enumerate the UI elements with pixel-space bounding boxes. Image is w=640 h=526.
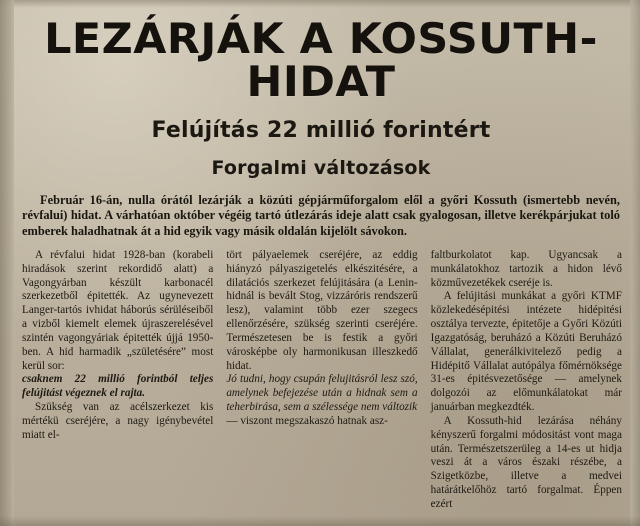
paragraph: tört pályaelemek cseréjére, az eddig hiányzó pályaszigetelés elkészitésére, a dilatációs szerkezet felújitására (a Lenin-hidnál is bevált Stog, vizzáróris rendszerű lesz), valamint több ezer szegecs ellenőrzésére, szükség szerinti cseréjére. Természetesen be is festik a győri városképbe oly harmonikusan illeszkedő hidat. <box>226 248 418 372</box>
paragraph: Szükség van az acélszerkezet kis mértékü cseréjére, a nagy igénybevétel miatt el- <box>22 401 214 441</box>
paragraph: A felújitási munkákat a győri KTMF közlekedésépitési intézete hidépitési osztálya tervezte, épitetője a Győri Közúti Igazgatóság, beruházó a Közúti Beruházó Vállalat, generálkivitelező pedig a Hidépitő Vállalat autópálya főmérnöksége 31-es épitésvezetősége — amelynek dolgozói az előmunkálatokat már januárban megkezdték. <box>430 290 622 414</box>
article-subhead-secondary: Forgalmi változások <box>211 156 431 179</box>
paragraph: A révfalui hidat 1928-ban (korabeli hiradások szerint rekordidő alatt) a Vagongyárban készült karbonacél szerkezetből épitették. Az ugynevezett Langer-tartós ivhidat háborús sérüléseiből a vizből kiemelt elemek újraszerelésével szintén vagongyáriak épitették újjá 1950-ben. A hid harmadik „születésére” most kerül sor: <box>22 248 214 372</box>
article-column-1 <box>22 249 213 512</box>
page-top-edge <box>0 0 640 8</box>
page-bottom-edge <box>0 516 640 526</box>
article-headline: LEZÁRJÁK A KOSSUTH-HIDAT <box>44 14 598 106</box>
paragraph-emphasis: csaknem 22 millió forintból teljes felújitást végeznek el rajta. <box>22 373 214 400</box>
article-subhead: Felújítás 22 millió forintért <box>151 117 491 143</box>
paragraph: — viszont megszakaszó hatnak asz- <box>226 414 388 427</box>
paragraph: faltburkolatot kap. Ugyancsak a munkálatokhoz tartozik a hidon lévő közművezetékek cseréje is. <box>430 248 622 289</box>
article-lede <box>22 193 620 240</box>
paragraph-emphasis: Jó tudni, hogy csupán felujitásról lesz szó, amelynek befejezése után a hidnak sem a teherbirása, sem a szélessége nem változik <box>226 373 418 414</box>
article-column-3 <box>431 249 622 512</box>
paragraph: A Kossuth-hid lezárása néhány kényszerű forgalmi módositást vont maga után. Természetszerüleg a 14-es ut hidja veszi át a város északi részébe, a Szigetközbe, illetve a medvei határátkelőhöz tartó forgalmat. Éppen ezért <box>430 414 622 510</box>
article-column-2 <box>226 249 417 512</box>
article-columns <box>16 249 626 512</box>
article-lede-text: Február 16-án, nulla órától lezárják a közúti gépjárműforgalom elől a győri Kossuth (ismertebb nevén, révfalui) hidat. A várhatóan október végéig tartó útlezárás ideje alatt csak gyalogosan, illetve kerékpárjukat toló emberek haladhatnak át a hid egyik vagy másik oldalán kijelölt sávokon. <box>22 192 620 239</box>
